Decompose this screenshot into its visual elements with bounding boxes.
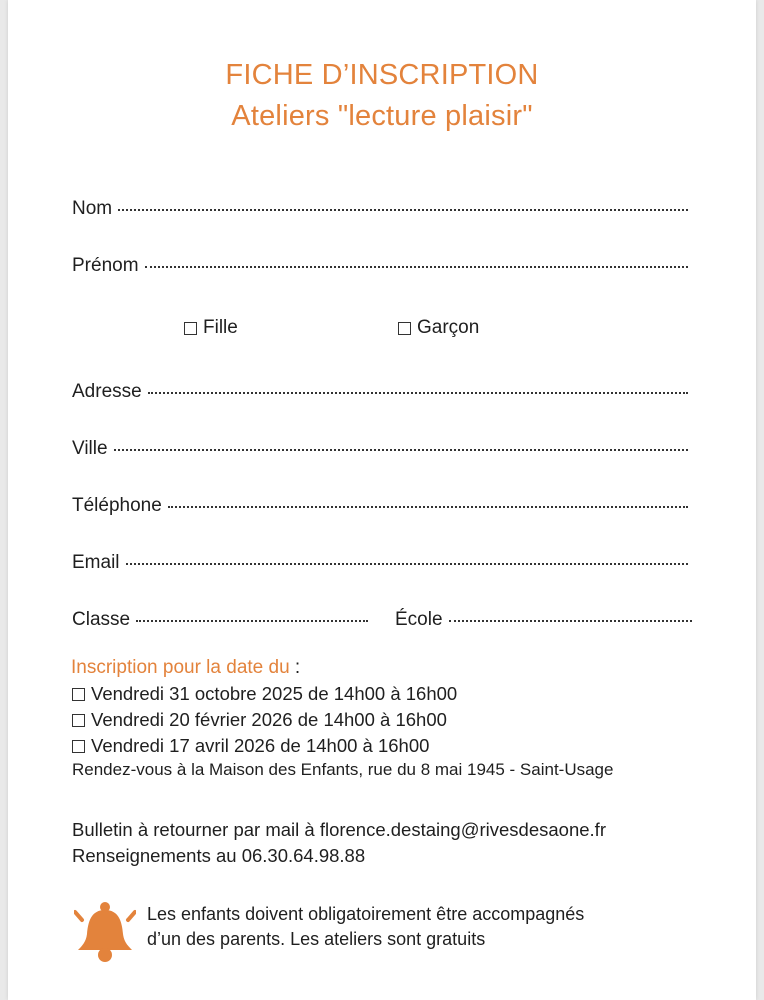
- checkbox-icon[interactable]: [184, 322, 197, 335]
- adresse-field[interactable]: [72, 381, 688, 407]
- nom-field[interactable]: [72, 198, 688, 224]
- classe-label: Classe: [72, 609, 131, 630]
- notice-line-1: Les enfants doivent obligatoirement être accompagnés: [147, 904, 585, 924]
- garcon-label: Garçon: [417, 317, 480, 338]
- prenom-dotted-line[interactable]: [145, 266, 688, 268]
- date-option-label: Vendredi 20 février 2026 de 14h00 à 16h00: [91, 709, 447, 730]
- notice-text: [147, 902, 707, 952]
- date-option-label: Vendredi 31 octobre 2025 de 14h00 à 16h00: [91, 683, 458, 704]
- adresse-dotted-line[interactable]: [148, 392, 688, 394]
- contact-phone: Renseignements au 06.30.64.98.88: [72, 845, 366, 866]
- email-label: Email: [72, 552, 120, 573]
- ecole-field[interactable]: [395, 609, 692, 635]
- ecole-label: École: [395, 609, 443, 630]
- nom-dotted-line[interactable]: [118, 209, 688, 211]
- fille-label: Fille: [203, 317, 238, 338]
- page-title: FICHE D’INSCRIPTION: [225, 59, 539, 91]
- date-option-label: Vendredi 17 avril 2026 de 14h00 à 16h00: [91, 735, 430, 756]
- adresse-label: Adresse: [72, 381, 142, 402]
- date-option-3[interactable]: [72, 735, 429, 757]
- telephone-label: Téléphone: [72, 495, 162, 516]
- email-field[interactable]: [72, 552, 688, 578]
- return-instructions: Bulletin à retourner par mail à florence.destaing@rivesdesaone.fr: [72, 819, 606, 840]
- nom-label: Nom: [72, 198, 113, 219]
- date-heading-colon: :: [289, 657, 301, 678]
- ecole-dotted-line[interactable]: [449, 620, 692, 622]
- date-option-2[interactable]: [72, 709, 447, 731]
- garcon-checkbox[interactable]: [398, 317, 479, 339]
- bell-icon: [74, 900, 136, 964]
- date-option-1[interactable]: [72, 683, 457, 705]
- ville-field[interactable]: [72, 438, 688, 464]
- checkbox-icon[interactable]: [72, 740, 85, 753]
- date-section-heading: [71, 657, 300, 679]
- rendezvous-text: Rendez-vous à la Maison des Enfants, rue du 8 mai 1945 - Saint-Usage: [72, 760, 614, 779]
- email-dotted-line[interactable]: [126, 563, 688, 565]
- checkbox-icon[interactable]: [398, 322, 411, 335]
- classe-dotted-line[interactable]: [136, 620, 368, 622]
- telephone-field[interactable]: [72, 495, 688, 521]
- telephone-dotted-line[interactable]: [168, 506, 688, 508]
- checkbox-icon[interactable]: [72, 714, 85, 727]
- page-subtitle: Ateliers "lecture plaisir": [231, 100, 533, 132]
- ville-label: Ville: [72, 438, 108, 459]
- prenom-field[interactable]: [72, 255, 688, 281]
- fille-checkbox[interactable]: [184, 317, 238, 339]
- date-heading-text: Inscription pour la date du: [71, 657, 290, 678]
- checkbox-icon[interactable]: [72, 688, 85, 701]
- classe-field[interactable]: [72, 609, 368, 635]
- notice-line-2: d’un des parents. Les ateliers sont gratuits: [147, 929, 486, 949]
- prenom-label: Prénom: [72, 255, 139, 276]
- ville-dotted-line[interactable]: [114, 449, 688, 451]
